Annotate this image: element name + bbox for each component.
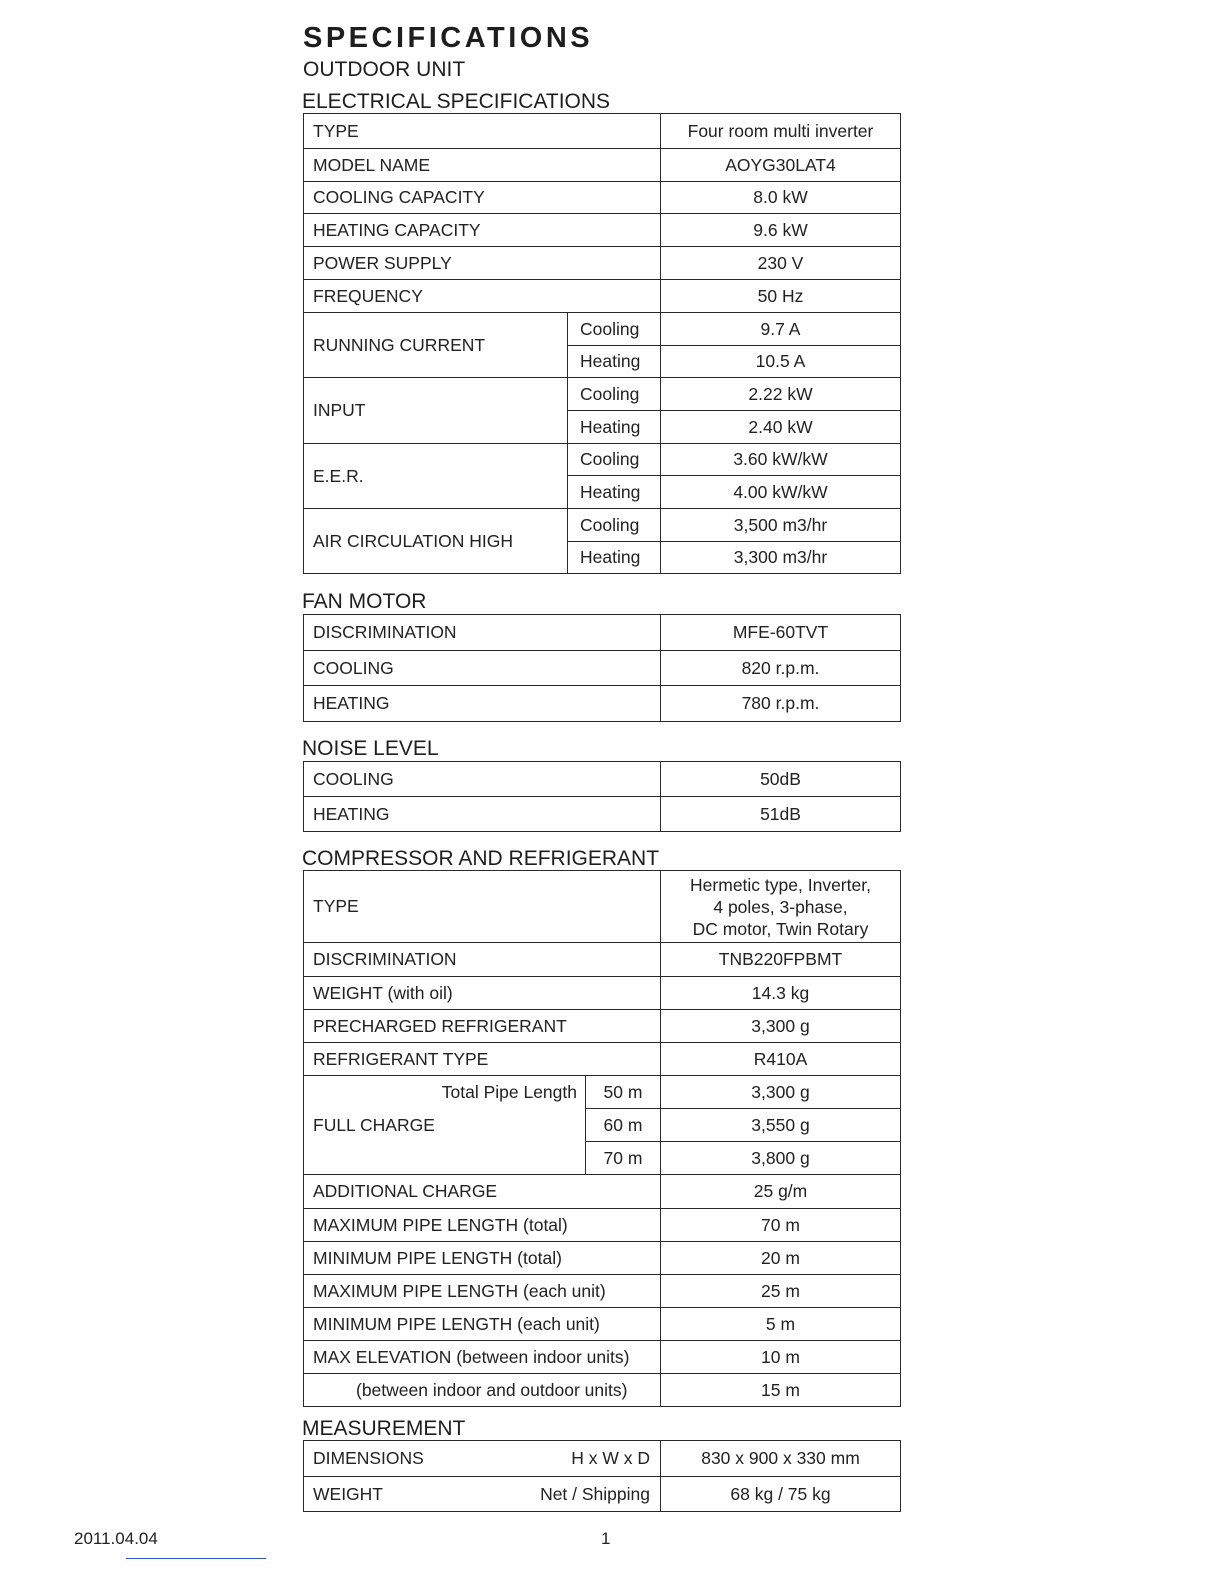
mode-label: Heating <box>568 476 661 509</box>
row-label: TYPE <box>304 114 661 149</box>
row-label <box>304 1477 661 1512</box>
table-row <box>304 1043 901 1076</box>
row-label: (between indoor and outdoor units) <box>304 1374 661 1407</box>
row-value: 3,500 m3/hr <box>661 509 901 542</box>
row-value: 20 m <box>661 1242 901 1275</box>
row-label: POWER SUPPLY <box>304 247 661 280</box>
table-row <box>304 1341 901 1374</box>
row-value: 10 m <box>661 1341 901 1374</box>
table-row <box>304 686 901 722</box>
row-label: RUNNING CURRENT <box>304 313 568 378</box>
table-row <box>304 280 901 313</box>
row-value: MFE-60TVT <box>661 615 901 651</box>
table-row <box>304 149 901 182</box>
row-value: 51dB <box>661 797 901 832</box>
mode-label: Cooling <box>568 378 661 411</box>
table-row <box>304 1076 901 1109</box>
row-value: 8.0 kW <box>661 182 901 214</box>
noise-table <box>303 761 901 832</box>
row-label: MINIMUM PIPE LENGTH (each unit) <box>304 1308 661 1341</box>
row-value: AOYG30LAT4 <box>661 149 901 182</box>
row-value: 3,300 g <box>661 1010 901 1043</box>
row-label: MODEL NAME <box>304 149 661 182</box>
table-row <box>304 378 901 411</box>
row-value: 2.22 kW <box>661 378 901 411</box>
table-row <box>304 444 901 476</box>
row-value: 3,800 g <box>661 1142 901 1175</box>
row-label <box>304 1441 661 1477</box>
row-value: 25 g/m <box>661 1175 901 1209</box>
table-row <box>304 943 901 977</box>
pipe-length-label: Total Pipe Length <box>304 1076 586 1109</box>
table-row <box>304 797 901 832</box>
row-value: 14.3 kg <box>661 977 901 1010</box>
row-value: 4.00 kW/kW <box>661 476 901 509</box>
table-row <box>304 1275 901 1308</box>
pipe-length-value: 50 m <box>586 1076 661 1109</box>
row-value: 3,300 m3/hr <box>661 542 901 574</box>
page-subtitle: OUTDOOR UNIT <box>303 58 466 81</box>
mode-label: Cooling <box>568 509 661 542</box>
table-row <box>304 114 901 149</box>
measurement-table <box>303 1440 901 1512</box>
row-label: MAXIMUM PIPE LENGTH (total) <box>304 1209 661 1242</box>
mode-label: Heating <box>568 411 661 444</box>
row-value: 10.5 A <box>661 346 901 378</box>
mode-label: Heating <box>568 542 661 574</box>
row-label: REFRIGERANT TYPE <box>304 1043 661 1076</box>
row-label: ADDITIONAL CHARGE <box>304 1175 661 1209</box>
row-label: COOLING <box>304 651 661 686</box>
table-row <box>304 313 901 346</box>
table-row <box>304 1308 901 1341</box>
dimensions-unit: H x W x D <box>571 1448 650 1468</box>
row-value: 820 r.p.m. <box>661 651 901 686</box>
row-label: TYPE <box>304 871 661 943</box>
row-label: MINIMUM PIPE LENGTH (total) <box>304 1242 661 1275</box>
row-value: 780 r.p.m. <box>661 686 901 722</box>
electrical-heading: ELECTRICAL SPECIFICATIONS <box>302 90 611 113</box>
measurement-heading: MEASUREMENT <box>302 1417 466 1440</box>
row-value: R410A <box>661 1043 901 1076</box>
mode-label: Cooling <box>568 313 661 346</box>
row-value: 2.40 kW <box>661 411 901 444</box>
row-value <box>661 871 901 943</box>
table-row <box>304 1175 901 1209</box>
row-label: HEATING <box>304 797 661 832</box>
table-row <box>304 615 901 651</box>
row-value: 3.60 kW/kW <box>661 444 901 476</box>
row-label: DISCRIMINATION <box>304 615 661 651</box>
row-value: 9.6 kW <box>661 214 901 247</box>
table-row <box>304 509 901 542</box>
table-row <box>304 1010 901 1043</box>
table-row <box>304 1209 901 1242</box>
mode-label: Cooling <box>568 444 661 476</box>
weight-unit: Net / Shipping <box>540 1483 650 1504</box>
table-row <box>304 1242 901 1275</box>
full-charge-spacer <box>304 1142 586 1175</box>
pipe-length-value: 60 m <box>586 1109 661 1142</box>
full-charge-label: FULL CHARGE <box>304 1109 586 1142</box>
row-label: MAXIMUM PIPE LENGTH (each unit) <box>304 1275 661 1308</box>
row-label: E.E.R. <box>304 444 568 509</box>
row-label: MAX ELEVATION (between indoor units) <box>304 1341 661 1374</box>
table-row <box>304 1441 901 1477</box>
table-row <box>304 1142 901 1175</box>
row-value: 68 kg / 75 kg <box>661 1477 901 1512</box>
row-value: 50 Hz <box>661 280 901 313</box>
table-row <box>304 871 901 943</box>
weight-label: WEIGHT <box>313 1483 383 1504</box>
type-line-2: 4 poles, 3-phase, <box>713 896 848 917</box>
row-label: FREQUENCY <box>304 280 661 313</box>
row-label: HEATING <box>304 686 661 722</box>
table-row <box>304 247 901 280</box>
row-value: 15 m <box>661 1374 901 1407</box>
row-value: 9.7 A <box>661 313 901 346</box>
row-value: 230 V <box>661 247 901 280</box>
row-label: PRECHARGED REFRIGERANT <box>304 1010 661 1043</box>
table-row <box>304 651 901 686</box>
mode-label: Heating <box>568 346 661 378</box>
row-value: 5 m <box>661 1308 901 1341</box>
table-row <box>304 762 901 797</box>
page-number: 1 <box>601 1529 611 1548</box>
row-value: Four room multi inverter <box>661 114 901 149</box>
pipe-length-value: 70 m <box>586 1142 661 1175</box>
type-line-1: Hermetic type, Inverter, <box>690 874 871 895</box>
row-value: 3,550 g <box>661 1109 901 1142</box>
row-value: 3,300 g <box>661 1076 901 1109</box>
row-value: TNB220FPBMT <box>661 943 901 977</box>
fan-table <box>303 614 901 722</box>
compressor-table <box>303 870 901 1407</box>
fan-heading: FAN MOTOR <box>302 590 427 613</box>
dimensions-label: DIMENSIONS <box>313 1448 424 1468</box>
row-value: 50dB <box>661 762 901 797</box>
row-label: DISCRIMINATION <box>304 943 661 977</box>
table-row <box>304 214 901 247</box>
row-label: HEATING CAPACITY <box>304 214 661 247</box>
electrical-table <box>303 113 901 574</box>
row-label: COOLING <box>304 762 661 797</box>
page-title: SPECIFICATIONS <box>303 22 594 54</box>
row-value: 25 m <box>661 1275 901 1308</box>
table-row <box>304 977 901 1010</box>
table-row <box>304 1374 901 1407</box>
footer-divider <box>126 1558 266 1559</box>
table-row <box>304 1477 901 1512</box>
footer-date: 2011.04.04 <box>74 1529 158 1548</box>
row-label: COOLING CAPACITY <box>304 182 661 214</box>
compressor-heading: COMPRESSOR AND REFRIGERANT <box>302 847 660 870</box>
table-row <box>304 1109 901 1142</box>
table-row <box>304 182 901 214</box>
row-label: AIR CIRCULATION HIGH <box>304 509 568 574</box>
row-value: 830 x 900 x 330 mm <box>661 1441 901 1477</box>
row-label: INPUT <box>304 378 568 444</box>
row-label: WEIGHT (with oil) <box>304 977 661 1010</box>
noise-heading: NOISE LEVEL <box>302 737 439 760</box>
row-value: 70 m <box>661 1209 901 1242</box>
type-line-3: DC motor, Twin Rotary <box>692 918 869 939</box>
